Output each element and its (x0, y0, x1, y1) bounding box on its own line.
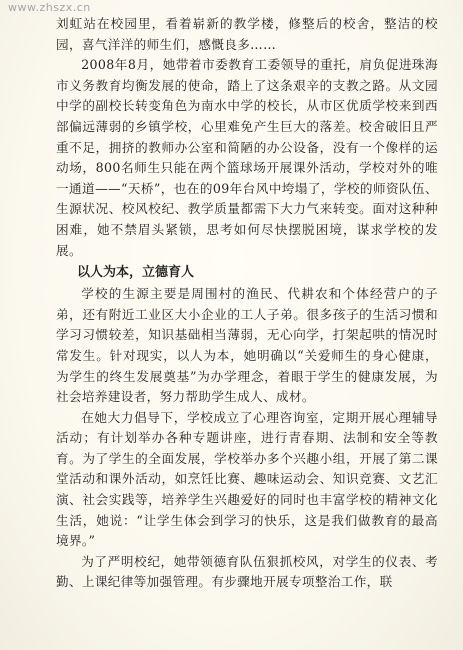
paragraph-student-source: 学校的生源主要是周围村的渔民、代耕农和个体经营户的子弟，还有附近工业区大小企业的工人子弟。很多孩子的生活习惯和学习习惯较差，知识基础相当薄弱，无心向学，打架起哄的情况时常发生。针对现实，以人为本，她明确以“关爱师生的身心健康，为学生的终生发展奠基”为办学理念，着眼于学生的健康发展，为社会培养建设者，努力帮助学生成人、成材。 (56, 286, 438, 405)
paragraph-background: 2008年8月，她带着市委教育工委领导的重托，肩负促进珠海市义务教育均衡发展的使命，踏上了这条艰辛的支教之路。从文园中学的副校长转变角色为南水中学的校长，从市区优质学校来到西部偏远薄弱的乡镇学校，心里难免产生巨大的落差。校舍破旧且严重不足，拥挤的教师办公室和简陋的办公设备，没有一个像样的运动场，800名师生只能在两个篮球场开展课外活动，学校对外的唯一通道——“天桥”，也在的09年台风中垮塌了，学校的师资队伍、生源状况、校风校纪、教学质量都需下大力气来转变。面对这种种困难，她不禁眉头紧锁，思考如何尽快摆脱困境，谋求学校的发展。 (56, 57, 438, 258)
section-heading: 以人为本，立德育人 (77, 265, 195, 281)
paragraph-activities: 在她大力倡导下，学校成立了心理咨询室，定期开展心理辅导活动；有计划举办各种专题讲座，进行青春期、法制和安全等教育。为了学生的全面发展，学校举办多个兴趣小组，开展了第二课堂活动和课外活动，如烹饪比赛、趣味运动会、知识竞赛、文艺汇演、社会实践等，培养学生兴趣爱好的同时也丰富学校的精神文化生活，她说：“让学生体会到学习的快乐，这是我们做教育的最高境界。” (56, 409, 438, 549)
site-watermark: www.zhszx.cn (8, 1, 91, 14)
paragraph-discipline: 为了严明校纪，她带领德育队伍狠抓校风，对学生的仪表、考勤、上课纪律等加强管理。有步骤地开展专项整治工作，联 (56, 553, 438, 590)
article-body (56, 14, 438, 593)
paragraph-opening: 刘虹站在校园里，看着崭新的教学楼，修整后的校舍，整洁的校园，喜气洋洋的师生们，感慨良多…… (56, 16, 438, 52)
